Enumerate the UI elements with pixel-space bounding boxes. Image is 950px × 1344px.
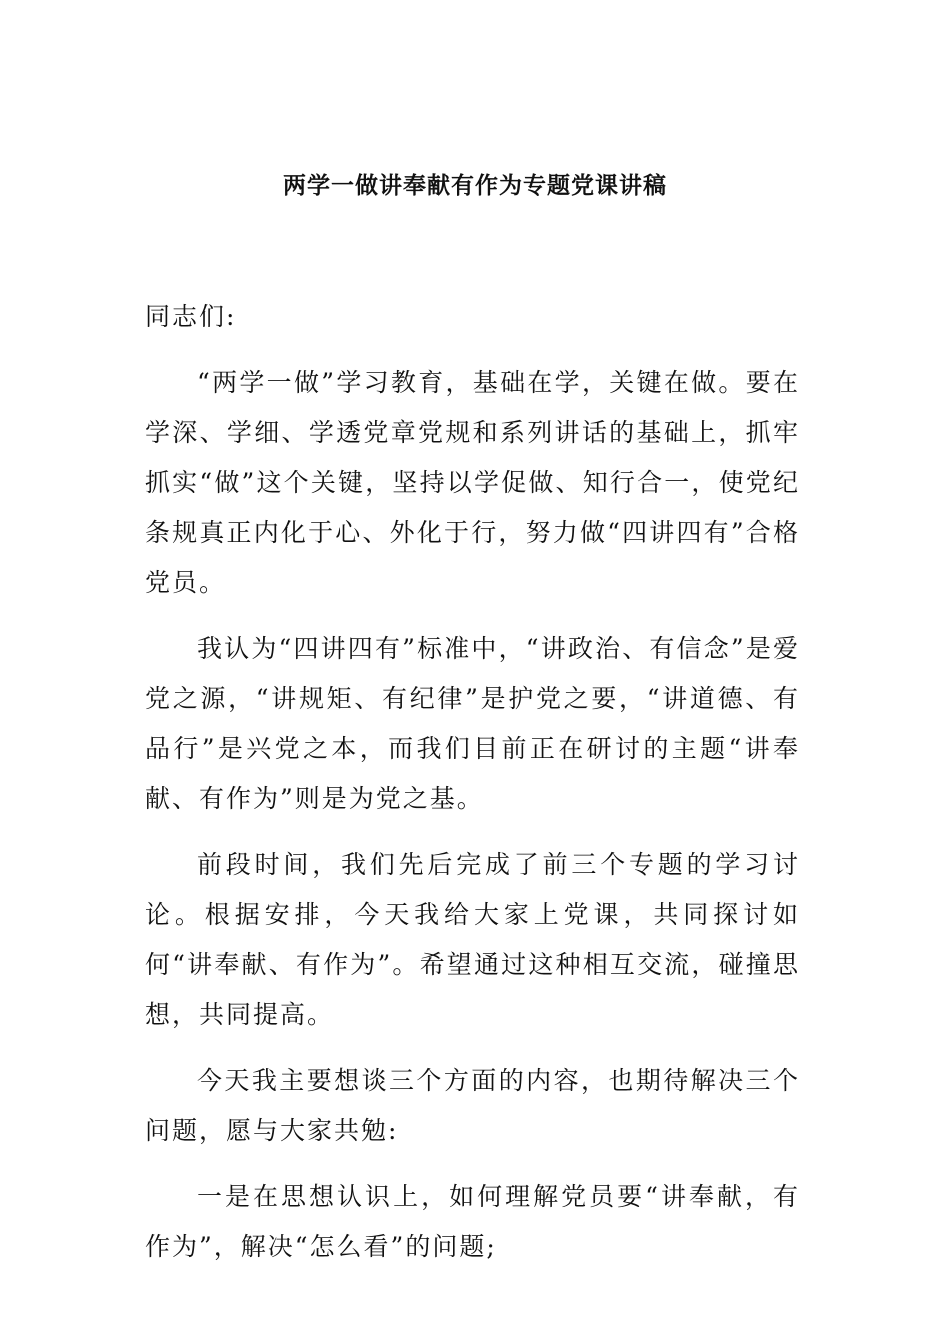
paragraph: 今天我主要想谈三个方面的内容，也期待解决三个问题，愿与大家共勉:: [145, 1066, 800, 1145]
salutation: 同志们:: [145, 302, 237, 331]
document-body: [145, 292, 800, 1288]
paragraph: 我认为“四讲四有”标准中，“讲政治、有信念”是爱党之源，“讲规矩、有纪律”是护党之要，“讲道德、有品行”是兴党之本，而我们目前正在研讨的主题“讲奉献、有作为”则是为党之基。: [145, 634, 800, 813]
document-title: 两学一做讲奉献有作为专题党课讲稿: [283, 173, 667, 199]
paragraph: “两学一做”学习教育，基础在学，关键在做。要在学深、学细、学透党章党规和系列讲话的基础上，抓牢抓实“做”这个关键，坚持以学促做、知行合一，使党纪条规真正内化于心、外化于行，努力做“四讲四有”合格党员。: [145, 368, 800, 597]
paragraph: 前段时间，我们先后完成了前三个专题的学习讨论。根据安排，今天我给大家上党课，共同探讨如何“讲奉献、有作为”。希望通过这种相互交流，碰撞思想，共同提高。: [145, 850, 800, 1029]
paragraph: 一是在思想认识上，如何理解党员要“讲奉献，有作为”，解决“怎么看”的问题;: [145, 1182, 800, 1261]
